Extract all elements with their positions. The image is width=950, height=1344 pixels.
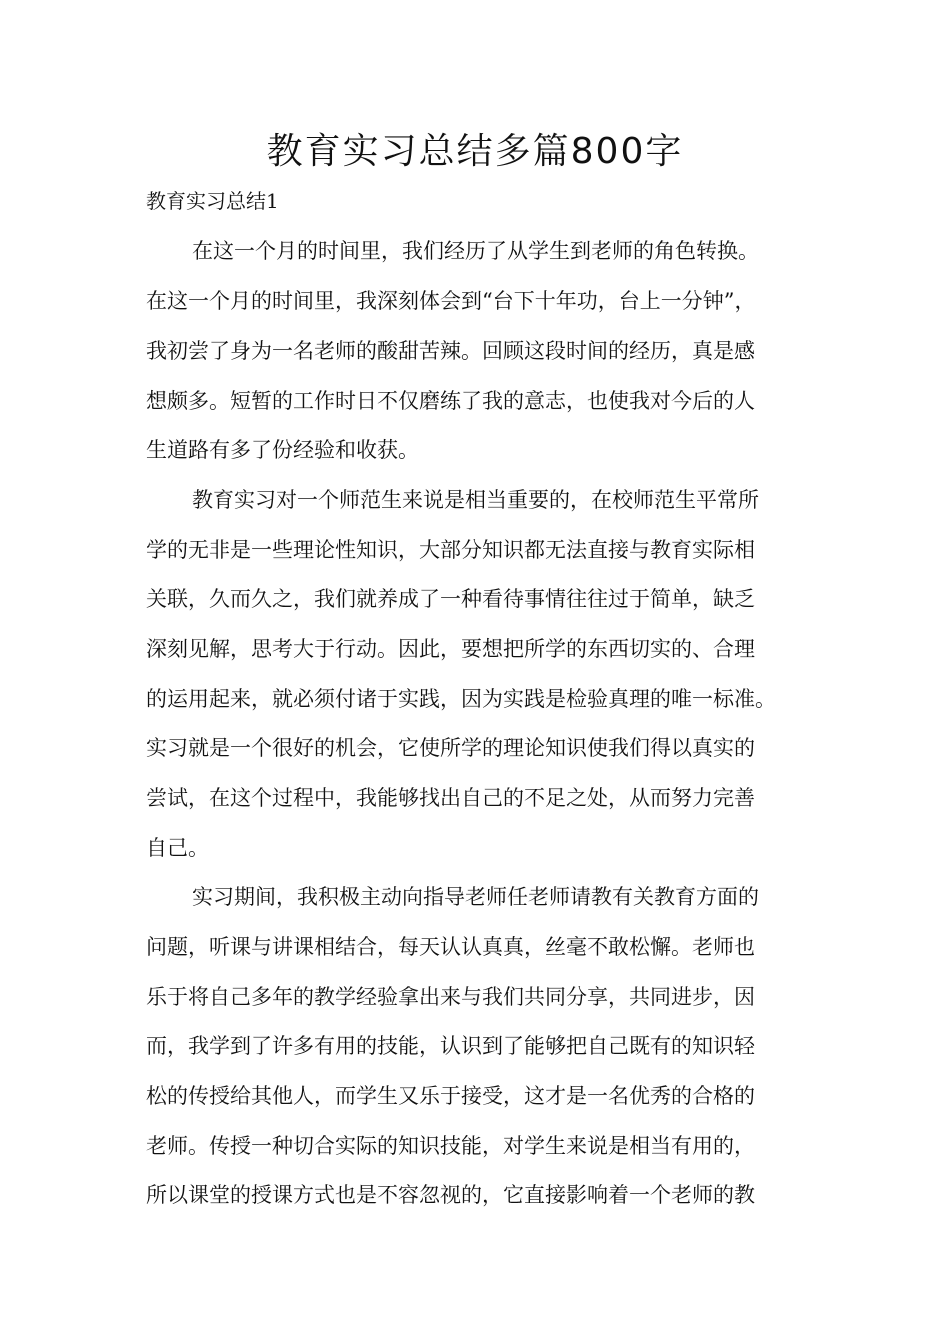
body-line: 所以课堂的授课方式也是不容忽视的，它直接影响着一个老师的教	[146, 1183, 755, 1207]
body-line: 老师。传授一种切合实际的知识技能，对学生来说是相当有用的，	[146, 1134, 755, 1158]
body-line: 实习期间，我积极主动向指导老师任老师请教有关教育方面的	[192, 885, 759, 909]
body-line: 深刻见解，思考大于行动。因此，要想把所学的东西切实的、合理	[146, 637, 755, 661]
body-line: 教育实习对一个师范生来说是相当重要的，在校师范生平常所	[192, 488, 759, 512]
body-line: 在这一个月的时间里，我深刻体会到“台下十年功，台上一分钟”，	[146, 289, 756, 313]
body-line: 关联，久而久之，我们就养成了一种看待事情往往过于简单，缺乏	[146, 587, 755, 611]
body-line: 实习就是一个很好的机会，它使所学的理论知识使我们得以真实的	[146, 736, 755, 760]
body-line: 问题，听课与讲课相结合，每天认认真真，丝毫不敢松懈。老师也	[146, 935, 755, 959]
body-line: 我初尝了身为一名老师的酸甜苦辣。回顾这段时间的经历，真是感	[146, 339, 755, 363]
section-heading: 教育实习总结1	[146, 189, 279, 213]
body-line: 生道路有多了份经验和收获。	[146, 438, 419, 462]
body-line: 尝试，在这个过程中，我能够找出自己的不足之处，从而努力完善	[146, 786, 755, 810]
body-line: 乐于将自己多年的教学经验拿出来与我们共同分享，共同进步，因	[146, 985, 755, 1009]
body-line: 而，我学到了许多有用的技能，认识到了能够把自己既有的知识轻	[146, 1034, 755, 1058]
body-line: 松的传授给其他人，而学生又乐于接受，这才是一名优秀的合格的	[146, 1084, 755, 1108]
body-line: 在这一个月的时间里，我们经历了从学生到老师的角色转换。	[192, 239, 759, 263]
body-line: 想颇多。短暂的工作时日不仅磨练了我的意志，也使我对今后的人	[146, 389, 755, 413]
body-line: 自己。	[146, 836, 209, 860]
body-line: 的运用起来，就必须付诸于实践，因为实践是检验真理的唯一标准。	[146, 687, 776, 711]
document-title: 教育实习总结多篇800字	[266, 131, 684, 172]
body-line: 学的无非是一些理论性知识，大部分知识都无法直接与教育实际相	[146, 538, 755, 562]
